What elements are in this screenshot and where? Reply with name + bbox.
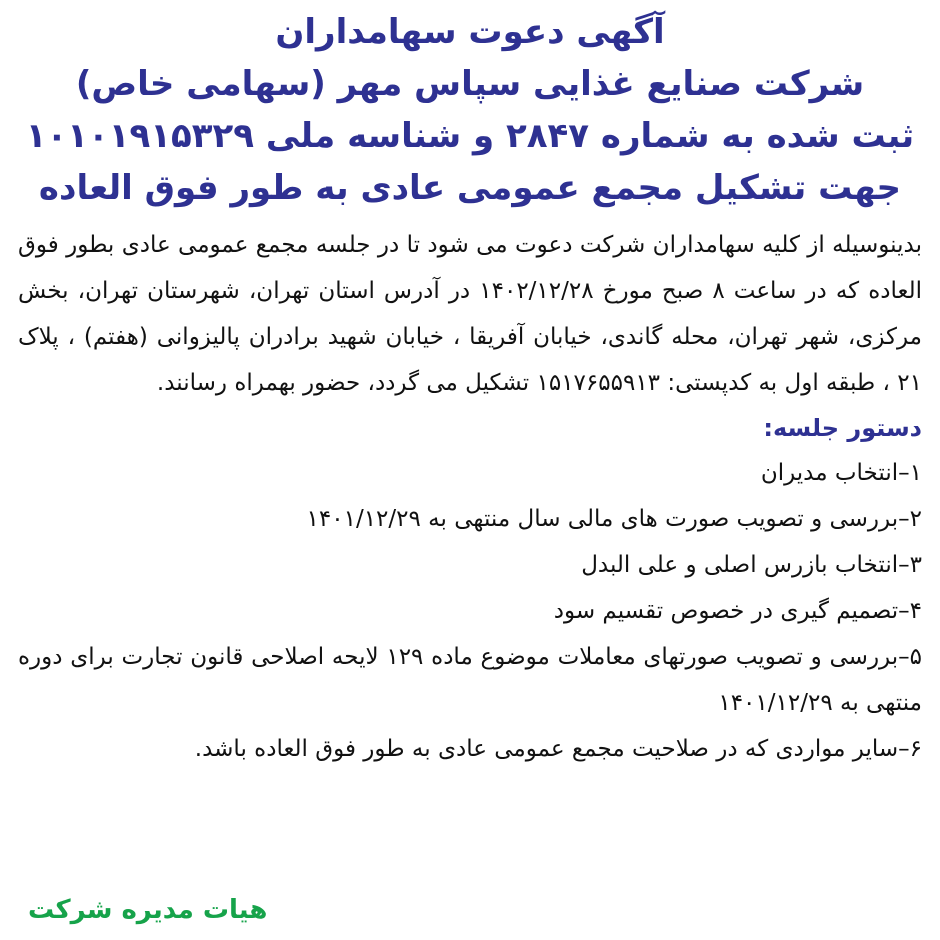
agenda-item: ۲–بررسی و تصویب صورت های مالی سال منتهی به ۱۴۰۱/۱۲/۲۹ [306,506,922,532]
agenda-item: ۶–سایر مواردی که در صلاحیت مجمع عمومی عادی به طور فوق العاده باشد. [194,736,922,762]
agenda-heading: دستور جلسه: [763,414,922,442]
company-name: شرکت صنایع غذایی سپاس مهر (سهامی خاص) [75,64,865,104]
agenda-item: ۳–انتخاب بازرس اصلی و علی البدل [581,552,922,578]
notice-title: آگهی دعوت سهامداران [275,12,665,52]
agenda-item: ۴–تصمیم گیری در خصوص تقسیم سود [553,598,922,624]
agenda-item: ۱–انتخاب مدیران [760,460,922,486]
invitation-paragraph: بدینوسیله از کلیه سهامداران شرکت دعوت می شود تا در جلسه مجمع عمومی عادی بطور فوق العاده که در ساعت ۸ صبح مورخ ۱۴۰۲/۱۲/۲۸ در آدرس استان تهران، شهرستان تهران، بخش مرکزی، شهر تهران، محله گاندی، خیابان آفریقا ، خیابان شهید برادران پالیزوانی (هفتم) ، پلاک ۲۱ ، طبقه اول به کدپستی: ۱۵۱۷۶۵۵۹۱۳ تشکیل می گردد، حضور بهمراه رسانند. [18,232,922,396]
board-signature: هیات مدیره شرکت [28,895,268,925]
agenda-section [18,406,922,772]
registration-info: ثبت شده به شماره ۲۸۴۷ و شناسه ملی ۱۰۱۰۱۹۱۵۳۲۹ [25,116,915,156]
agenda-item: ۵–بررسی و تصویب صورتهای معاملات موضوع ماده ۱۲۹ لایحه اصلاحی قانون تجارت برای دوره منتهی به ۱۴۰۱/۱۲/۲۹ [18,644,922,716]
agenda-list [18,450,922,772]
meeting-purpose: جهت تشکیل مجمع عمومی عادی به طور فوق العاده [38,168,902,208]
notice-header [18,0,922,214]
